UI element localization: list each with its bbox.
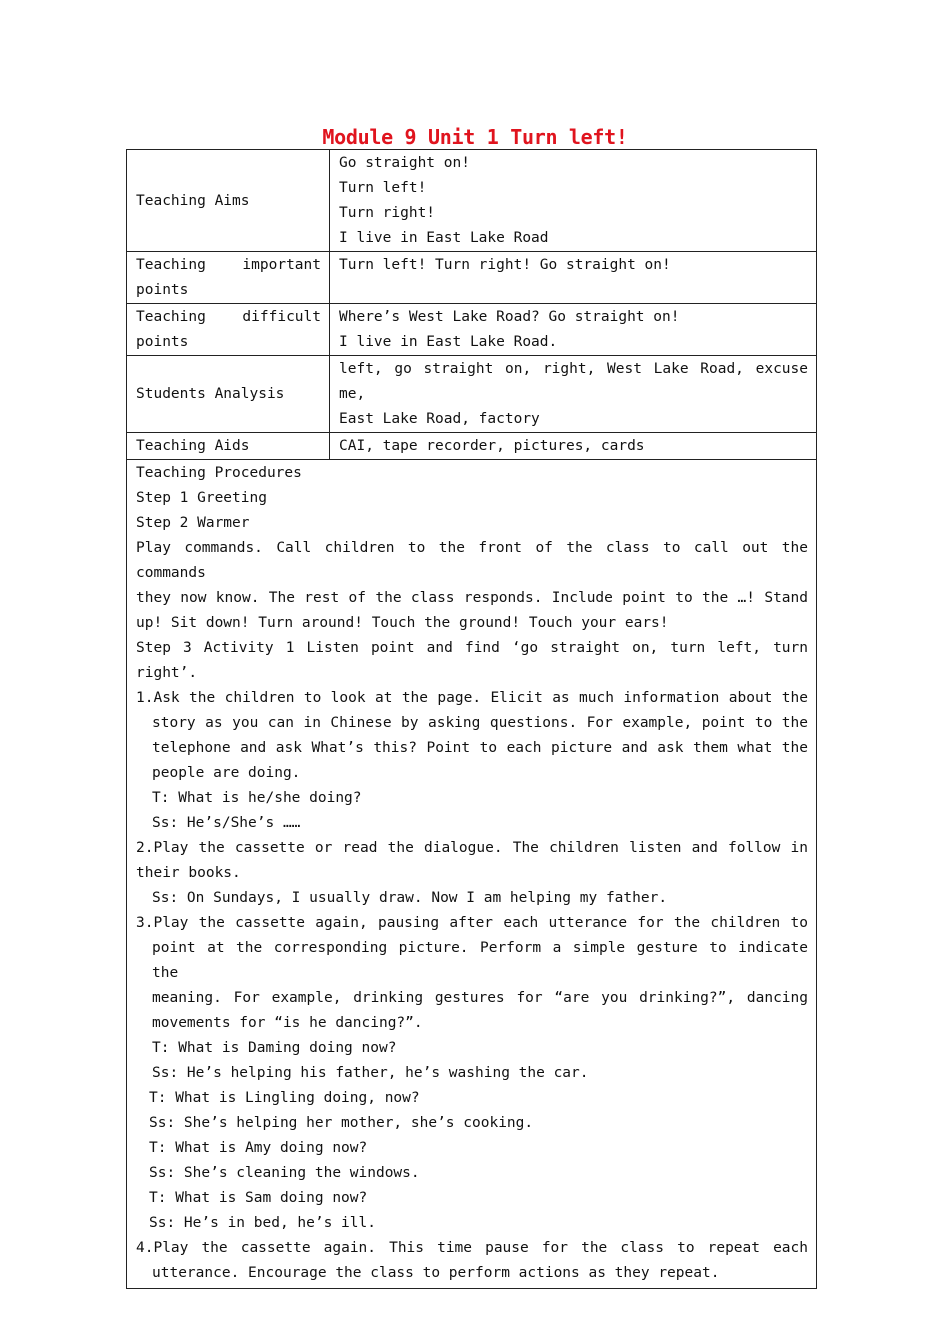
dialog-line: T: What is Lingling doing, now?	[149, 1090, 420, 1106]
list-item: their books.	[136, 865, 241, 881]
aim-line: Turn left!	[339, 180, 427, 196]
value-teaching-aids: CAI, tape recorder, pictures, cards	[330, 433, 817, 460]
paragraph-line: they now know. The rest of the class responds. Include point to the …! Stand	[136, 590, 808, 606]
step-heading: right’.	[136, 665, 198, 681]
dialog-line: Ss: He’s in bed, he’s ill.	[149, 1215, 376, 1231]
row-teaching-aims	[127, 150, 817, 252]
step-heading: Step 3 Activity 1 Listen point and find ‘go straight on, turn left, turn	[136, 640, 808, 656]
dialog-line: Ss: On Sundays, I usually draw. Now I am helping my father.	[152, 890, 668, 906]
document-title: Module 9 Unit 1 Turn left!	[322, 125, 628, 149]
procedures-heading: Teaching Procedures	[136, 465, 302, 481]
list-item: 3.Play the cassette again, pausing after each utterance for the children to	[136, 915, 808, 931]
label-difficult-points: Teaching difficult points	[127, 304, 330, 356]
step-heading: Step 2 Warmer	[136, 515, 250, 531]
aim-line: Go straight on!	[339, 155, 470, 171]
aim-line: Turn right!	[339, 205, 436, 221]
label-students-analysis: Students Analysis	[127, 356, 330, 433]
dialog-line: T: What is he/she doing?	[152, 790, 362, 806]
dialog-line: Ss: He’s/She’s ……	[152, 815, 301, 831]
list-item: utterance. Encourage the class to perform actions as they repeat.	[152, 1265, 720, 1281]
list-item: 4.Play the cassette again. This time pause for the class to repeat each	[136, 1240, 808, 1256]
label-important-points: Teaching important points	[127, 252, 330, 304]
list-item: meaning. For example, drinking gestures for “are you drinking?”, dancing	[152, 990, 808, 1006]
value-difficult-points: Where’s West Lake Road? Go straight on! I live in East Lake Road.	[330, 304, 817, 356]
dialog-line: T: What is Amy doing now?	[149, 1140, 368, 1156]
value-important-points: Turn left! Turn right! Go straight on!	[330, 252, 817, 304]
row-teaching-aids	[127, 433, 817, 460]
dialog-line: T: What is Daming doing now?	[152, 1040, 397, 1056]
list-item: 2.Play the cassette or read the dialogue. The children listen and follow in	[136, 840, 808, 856]
lesson-plan-table	[126, 149, 817, 1289]
step-heading: Step 1 Greeting	[136, 490, 267, 506]
row-important-points	[127, 252, 817, 304]
value-teaching-aims	[330, 150, 817, 252]
row-students-analysis	[127, 356, 817, 433]
row-difficult-points	[127, 304, 817, 356]
dialog-line: Ss: He’s helping his father, he’s washing the car.	[152, 1065, 589, 1081]
dialog-line: Ss: She’s helping her mother, she’s cooking.	[149, 1115, 534, 1131]
list-item: 1.Ask the children to look at the page. Elicit as much information about the	[136, 690, 808, 706]
label-teaching-aids: Teaching Aids	[127, 433, 330, 460]
list-item: people are doing.	[152, 765, 301, 781]
aim-line: I live in East Lake Road	[339, 230, 549, 246]
dialog-line: Ss: She’s cleaning the windows.	[149, 1165, 420, 1181]
row-teaching-procedures	[127, 460, 817, 1289]
value-students-analysis: left, go straight on, right, West Lake Road, excuse me, East Lake Road, factory	[330, 356, 817, 433]
paragraph-line: Play commands. Call children to the front of the class to call out the commands	[136, 540, 808, 581]
teaching-procedures-body	[127, 460, 817, 1289]
dialog-line: T: What is Sam doing now?	[149, 1190, 368, 1206]
paragraph-line: up! Sit down! Turn around! Touch the ground! Touch your ears!	[136, 615, 669, 631]
list-item: story as you can in Chinese by asking questions. For example, point to the	[152, 715, 808, 731]
label-teaching-aims: Teaching Aims	[127, 150, 330, 252]
list-item: point at the corresponding picture. Perform a simple gesture to indicate the	[152, 940, 808, 981]
list-item: movements for “is he dancing?”.	[152, 1015, 423, 1031]
list-item: telephone and ask What’s this? Point to each picture and ask them what the	[152, 740, 808, 756]
